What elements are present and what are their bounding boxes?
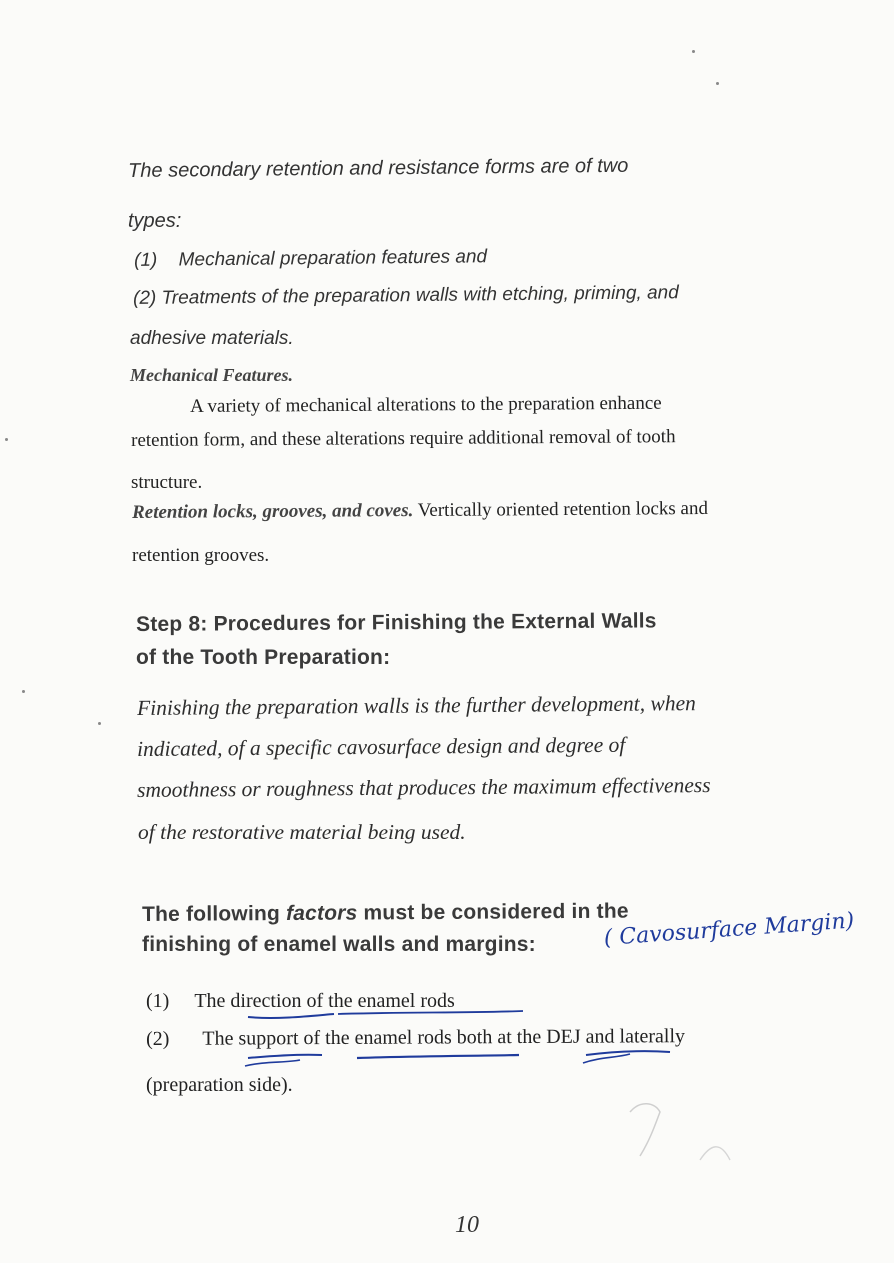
- scan-speck: [716, 82, 719, 85]
- underline-dej: [586, 1051, 670, 1055]
- list-item-2-number: (2): [146, 1027, 170, 1050]
- scan-speck: [98, 722, 101, 725]
- finishing-line-1: Finishing the preparation walls is the further development, when: [137, 691, 696, 720]
- finishing-line-2: indicated, of a specific cavosurface design and degree of: [137, 732, 626, 761]
- mechanical-para-line-1: A variety of mechanical alterations to the preparation enhance: [190, 392, 662, 417]
- list-item-1-text: The direction of the enamel rods: [194, 990, 455, 1012]
- finishing-line-4: of the restorative material being used.: [138, 820, 466, 844]
- intro-item-1: [134, 246, 487, 272]
- scan-speck: [5, 438, 8, 441]
- intro-item-2-line-2: adhesive materials.: [130, 328, 294, 349]
- list-item-2-line-2: (preparation side).: [146, 1074, 293, 1096]
- mechanical-para-line-2: retention form, and these alterations require additional removal of tooth: [131, 426, 676, 451]
- underline-dej-scribble: [583, 1054, 630, 1063]
- pencil-mark-1: [630, 1104, 660, 1156]
- list-item-2: [146, 1025, 685, 1051]
- underline-support: [248, 1055, 322, 1058]
- factors-heading-c: must be considered in the: [357, 899, 629, 925]
- mechanical-heading: Mechanical Features.: [130, 365, 294, 385]
- step-8-heading-line-2: of the Tooth Preparation:: [136, 646, 391, 669]
- handwritten-annotation: ( Cavosurface Margin): [603, 908, 855, 951]
- intro-line-2: types:: [128, 210, 182, 232]
- retention-locks-text: Vertically oriented retention locks and: [413, 497, 709, 522]
- underline-support-scribble: [245, 1060, 300, 1066]
- factors-heading-line-1: [142, 900, 629, 927]
- scan-speck: [22, 690, 25, 693]
- underline-enamel-rods-2: [357, 1055, 519, 1058]
- factors-heading-line-2: finishing of enamel walls and margins:: [142, 933, 536, 956]
- page-number: 10: [455, 1212, 479, 1238]
- list-item-2-text: The support of the enamel rods both at the DEJ and laterally: [202, 1025, 686, 1050]
- pencil-mark-2: [700, 1147, 730, 1160]
- intro-item-1-text: Mechanical preparation features and: [178, 246, 488, 271]
- underline-direction: [248, 1014, 334, 1018]
- list-item-1-number: (1): [146, 990, 170, 1012]
- retention-locks-label: Retention locks, grooves, and coves.: [132, 500, 414, 523]
- retention-locks-line-1: [132, 498, 708, 524]
- finishing-line-3: smoothness or roughness that produces the maximum effectiveness: [137, 772, 711, 802]
- intro-item-1-number: (1): [134, 249, 158, 271]
- intro-line-1: The secondary retention and resistance forms are of two: [128, 154, 629, 182]
- retention-locks-line-2: retention grooves.: [132, 545, 270, 566]
- mechanical-para-line-3: structure.: [131, 472, 203, 493]
- factors-heading-a: The following: [142, 901, 287, 926]
- factors-heading-emphasis: factors: [285, 901, 358, 925]
- step-8-heading-line-1: Step 8: Procedures for Finishing the External Walls: [136, 609, 657, 636]
- list-item-1: [146, 990, 455, 1013]
- intro-item-2-line-1: (2) Treatments of the preparation walls with etching, priming, and: [133, 282, 679, 309]
- scan-speck: [692, 50, 695, 53]
